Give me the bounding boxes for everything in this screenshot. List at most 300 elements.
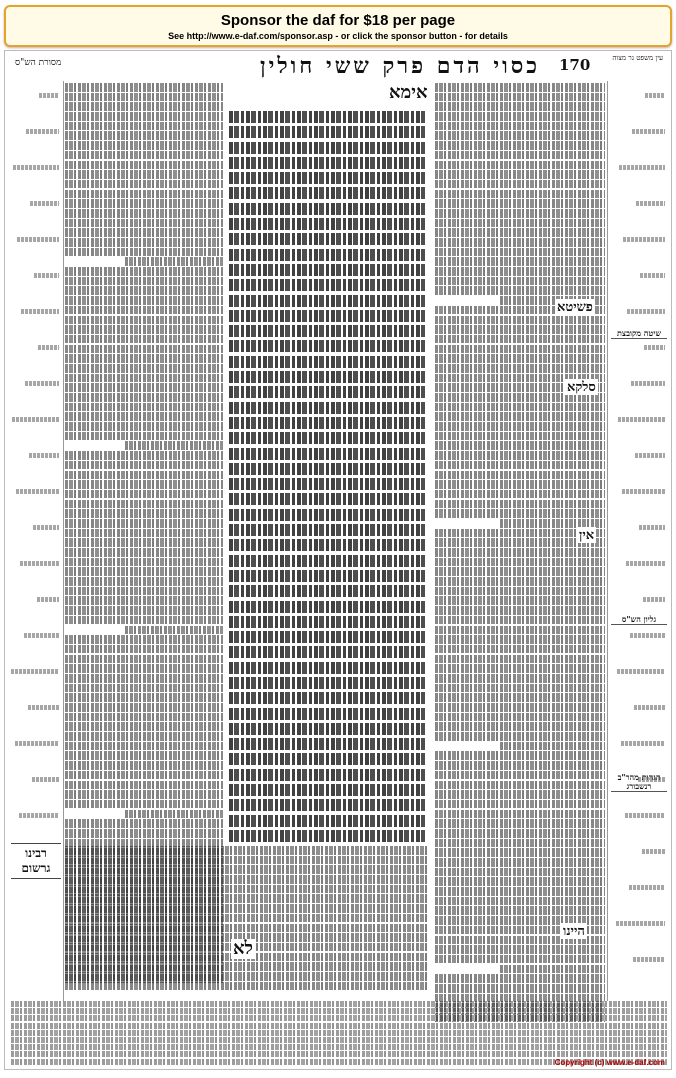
note-line (16, 489, 59, 494)
text-line (229, 356, 425, 368)
text-line (65, 885, 429, 894)
rabbenu-gershom-header: רבינו גרשום (11, 843, 61, 879)
text-line (65, 316, 223, 325)
rashi-headword: היינו (563, 924, 585, 939)
text-line (435, 684, 605, 693)
text-line (65, 248, 223, 257)
note-line (631, 381, 665, 386)
note-line (30, 201, 59, 206)
sponsor-subtitle[interactable]: See http://www.e-daf.com/sponsor.asp - or click the sponsor button - for details (168, 31, 508, 41)
note-line (635, 453, 665, 458)
text-line (65, 296, 223, 305)
text-line (229, 126, 425, 138)
text-line (435, 781, 605, 790)
note-line (33, 525, 59, 530)
text-line (435, 500, 605, 509)
text-line (229, 463, 425, 475)
text-line (65, 972, 429, 981)
text-line (65, 606, 223, 615)
text-line (435, 267, 605, 276)
text-line (229, 509, 425, 521)
text-line (435, 161, 605, 170)
text-line (229, 157, 425, 169)
text-line (435, 790, 605, 799)
note-line (634, 705, 665, 710)
text-line (435, 354, 605, 363)
text-line (435, 403, 605, 412)
text-line (65, 771, 223, 780)
text-line (65, 577, 223, 586)
text-line (435, 732, 605, 741)
note-line (616, 921, 665, 926)
text-line (435, 674, 605, 683)
text-line (65, 432, 223, 441)
text-line (435, 509, 605, 518)
note-line (623, 237, 665, 242)
text-line (229, 692, 425, 704)
text-line (65, 875, 429, 884)
note-line (640, 273, 665, 278)
note-line (38, 345, 59, 350)
text-line (229, 371, 425, 383)
text-line (229, 815, 425, 827)
gilyon-header: גליון הש"ס (611, 615, 667, 625)
sponsor-title[interactable]: Sponsor the daf for $18 per page (220, 12, 456, 29)
text-line (65, 161, 223, 170)
text-line (229, 631, 425, 643)
text-line (435, 180, 605, 189)
text-line (65, 354, 223, 363)
text-line (65, 471, 223, 480)
text-line (500, 742, 605, 751)
note-line (625, 813, 665, 818)
talmud-page (4, 50, 672, 1070)
text-line (65, 209, 223, 218)
text-line (65, 856, 429, 865)
text-line (229, 203, 425, 215)
text-line (65, 732, 223, 741)
text-line (435, 112, 605, 121)
note-line (617, 669, 665, 674)
text-line (65, 277, 223, 286)
text-line (435, 761, 605, 770)
text-line (435, 810, 605, 819)
text-line (65, 790, 223, 799)
text-line (435, 635, 605, 644)
text-line (435, 848, 605, 857)
text-line (435, 955, 605, 964)
note-line (12, 417, 59, 422)
text-line (229, 769, 425, 781)
text-line (229, 539, 425, 551)
text-line (65, 383, 223, 392)
divider (63, 81, 64, 1001)
note-line (622, 489, 665, 494)
text-line (65, 664, 223, 673)
text-line (435, 277, 605, 286)
text-line (65, 199, 223, 208)
text-line (125, 441, 223, 450)
text-line (65, 412, 223, 421)
text-line (435, 626, 605, 635)
text-line (435, 316, 605, 325)
text-line (229, 279, 425, 291)
note-line (25, 381, 59, 386)
text-line (435, 897, 605, 906)
text-line (229, 172, 425, 184)
text-line (435, 364, 605, 373)
text-line (65, 131, 223, 140)
text-line (435, 722, 605, 731)
text-line (65, 674, 223, 683)
note-line (17, 237, 59, 242)
text-line (65, 894, 429, 903)
text-line (65, 914, 429, 923)
text-line (435, 219, 605, 228)
note-line (621, 741, 665, 746)
text-line (65, 616, 223, 625)
text-line (435, 693, 605, 702)
text-line (65, 267, 223, 276)
text-line (229, 233, 425, 245)
text-line (65, 596, 223, 605)
text-line (11, 1044, 667, 1050)
text-line (435, 257, 605, 266)
text-line (11, 1051, 667, 1057)
text-line (229, 570, 425, 582)
rashi-headword: סלקא (567, 380, 596, 395)
text-line (65, 102, 223, 111)
text-line (229, 616, 425, 628)
gemara-main-text (229, 111, 425, 846)
text-line (65, 713, 223, 722)
text-line (65, 829, 223, 838)
note-line (638, 777, 665, 782)
text-line (435, 664, 605, 673)
text-line (229, 478, 425, 490)
text-line (65, 558, 223, 567)
text-line (229, 432, 425, 444)
text-line (65, 451, 223, 460)
text-line (65, 306, 223, 315)
text-line (65, 170, 223, 179)
text-line (125, 810, 223, 819)
text-line (65, 345, 223, 354)
page-title: כסוי הדם פרק ששי חולין (259, 53, 541, 79)
text-line (435, 248, 605, 257)
text-line (435, 839, 605, 848)
text-line (435, 122, 605, 131)
text-line (65, 645, 223, 654)
masoret-label: מסורת הש"ס (15, 58, 62, 68)
note-line (11, 669, 59, 674)
text-line (11, 1008, 667, 1014)
text-line (65, 219, 223, 228)
text-line (229, 493, 425, 505)
text-line (11, 1037, 667, 1043)
note-line (644, 345, 665, 350)
text-line (435, 422, 605, 431)
page-header (5, 51, 671, 77)
text-line (229, 218, 425, 230)
note-line (37, 597, 59, 602)
text-line (229, 111, 425, 123)
text-line (65, 846, 429, 855)
text-line (435, 141, 605, 150)
text-line (229, 310, 425, 322)
text-line (65, 703, 223, 712)
text-line (65, 461, 223, 470)
text-line (65, 393, 223, 402)
text-line (435, 606, 605, 615)
text-line (229, 264, 425, 276)
text-line (65, 761, 223, 770)
note-line (39, 93, 59, 98)
text-line (229, 799, 425, 811)
text-line (435, 471, 605, 480)
text-line (65, 480, 223, 489)
text-line (65, 538, 223, 547)
text-line (65, 519, 223, 528)
text-line (435, 286, 605, 295)
text-line (11, 1001, 667, 1007)
note-line (26, 129, 59, 134)
text-line (229, 738, 425, 750)
text-line (65, 490, 223, 499)
text-line (435, 102, 605, 111)
rashi-column (435, 83, 605, 1028)
ein-mishpat-label: עין משפט נר מצוה (612, 54, 663, 62)
text-line (65, 587, 223, 596)
note-line (15, 741, 59, 746)
text-line (65, 141, 223, 150)
text-line (65, 500, 223, 509)
text-line (435, 577, 605, 586)
commentary-bottom (65, 846, 429, 996)
text-line (435, 451, 605, 460)
text-line (435, 829, 605, 838)
text-line (11, 1030, 667, 1036)
text-line (435, 461, 605, 470)
text-line (435, 974, 605, 983)
text-line (65, 924, 429, 933)
sponsor-banner[interactable] (4, 5, 672, 47)
note-line (19, 813, 59, 818)
footnotes-block (11, 1001, 667, 1066)
text-line (65, 403, 223, 412)
text-line (65, 122, 223, 131)
note-line (642, 849, 665, 854)
text-line (435, 412, 605, 421)
text-line (65, 548, 223, 557)
text-line (65, 693, 223, 702)
text-line (11, 1023, 667, 1029)
note-line (632, 129, 665, 134)
text-line (229, 830, 425, 842)
text-line (11, 1015, 667, 1021)
text-line (435, 490, 605, 499)
main-opening-word: אימא (389, 82, 428, 103)
text-line (435, 587, 605, 596)
text-line (435, 170, 605, 179)
text-line (65, 325, 223, 334)
text-line (229, 646, 425, 658)
text-line (65, 982, 429, 991)
text-line (435, 93, 605, 102)
text-line (435, 877, 605, 886)
main-closing-word: לא (233, 938, 253, 959)
text-line (65, 151, 223, 160)
text-line (65, 819, 223, 828)
text-line (435, 228, 605, 237)
text-line (229, 295, 425, 307)
text-line (65, 684, 223, 693)
page-number: 170 (559, 56, 591, 74)
text-line (435, 209, 605, 218)
note-line (13, 165, 59, 170)
note-line (626, 561, 665, 566)
note-line (643, 597, 665, 602)
text-line (65, 635, 223, 644)
ein-mishpat-sidebar (609, 83, 667, 1043)
text-line (435, 868, 605, 877)
text-line (435, 945, 605, 954)
text-line (65, 374, 223, 383)
text-line (435, 432, 605, 441)
text-line (229, 753, 425, 765)
text-line (435, 567, 605, 576)
text-line (435, 480, 605, 489)
text-line (229, 784, 425, 796)
text-line (65, 655, 223, 664)
text-line (435, 819, 605, 828)
divider (607, 81, 608, 1001)
text-line (229, 340, 425, 352)
text-line (229, 386, 425, 398)
text-line (65, 422, 223, 431)
text-line (65, 962, 429, 971)
text-line (229, 142, 425, 154)
text-line (435, 645, 605, 654)
text-line (229, 524, 425, 536)
text-line (229, 249, 425, 261)
text-line (435, 887, 605, 896)
note-line (21, 309, 59, 314)
note-line (639, 525, 665, 530)
text-line (435, 703, 605, 712)
text-line (435, 751, 605, 760)
note-line (636, 201, 665, 206)
text-line (65, 781, 223, 790)
text-line (65, 286, 223, 295)
text-line (125, 626, 223, 635)
text-line (435, 238, 605, 247)
note-line (28, 705, 59, 710)
text-line (65, 865, 429, 874)
text-line (435, 616, 605, 625)
note-line (630, 633, 665, 638)
text-line (435, 345, 605, 354)
text-line (229, 601, 425, 613)
note-line (633, 957, 665, 962)
text-line (65, 751, 223, 760)
text-line (65, 112, 223, 121)
text-line (435, 713, 605, 722)
text-line (435, 335, 605, 344)
text-line (65, 364, 223, 373)
text-line (65, 238, 223, 247)
note-line (618, 417, 665, 422)
text-line (435, 596, 605, 605)
text-line (435, 441, 605, 450)
text-line (65, 335, 223, 344)
text-line (435, 131, 605, 140)
text-line (65, 509, 223, 518)
note-line (627, 309, 665, 314)
text-line (229, 325, 425, 337)
text-line (435, 984, 605, 993)
text-line (65, 228, 223, 237)
text-line (125, 257, 223, 266)
text-line (435, 151, 605, 160)
rashi-headword: אין (579, 528, 595, 543)
text-line (65, 800, 223, 809)
text-line (435, 906, 605, 915)
note-line (24, 633, 59, 638)
text-line (229, 585, 425, 597)
text-line (65, 742, 223, 751)
note-line (29, 453, 59, 458)
note-line (20, 561, 59, 566)
text-line (435, 771, 605, 780)
text-line (229, 662, 425, 674)
text-line (229, 723, 425, 735)
text-line (435, 190, 605, 199)
text-line (65, 93, 223, 102)
note-line (645, 93, 665, 98)
text-line (435, 199, 605, 208)
text-line (229, 417, 425, 429)
text-line (65, 904, 429, 913)
copyright: Copyright (c) www.e-daf.com (554, 1058, 665, 1067)
note-line (32, 777, 59, 782)
text-line (65, 83, 223, 92)
text-line (65, 190, 223, 199)
note-line (619, 165, 665, 170)
text-line (65, 180, 223, 189)
text-line (229, 677, 425, 689)
text-line (435, 800, 605, 809)
rashi-headword: פשיטא (557, 300, 593, 315)
text-line (229, 708, 425, 720)
text-line (435, 325, 605, 334)
note-line (629, 885, 665, 890)
text-line (229, 555, 425, 567)
text-line (65, 722, 223, 731)
text-line (229, 448, 425, 460)
text-line (435, 655, 605, 664)
text-line (229, 402, 425, 414)
text-line (500, 965, 605, 974)
text-line (435, 558, 605, 567)
text-line (229, 187, 425, 199)
note-line (34, 273, 59, 278)
text-line (435, 548, 605, 557)
text-line (435, 858, 605, 867)
text-line (65, 567, 223, 576)
hagahot-header: הגהות מהר"ב רנשבורג (611, 773, 667, 792)
shita-header: שיטה מקובצת (611, 329, 667, 339)
